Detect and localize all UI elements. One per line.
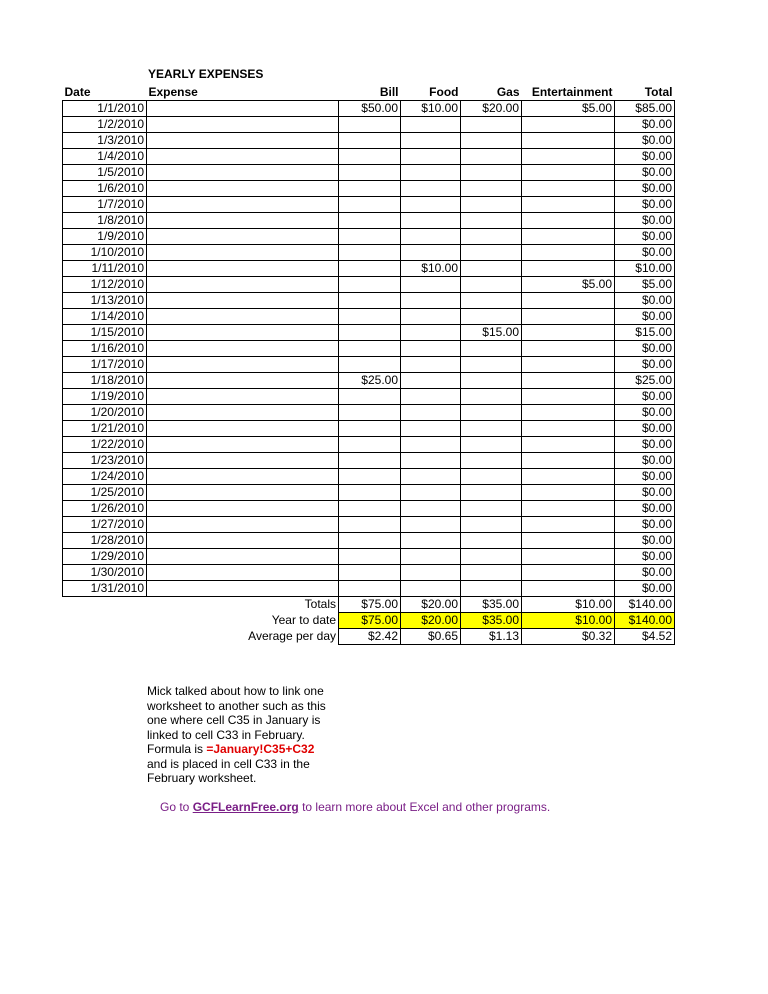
- cell-bill[interactable]: [339, 261, 401, 277]
- cell-date[interactable]: 1/10/2010: [63, 245, 147, 261]
- cell-total[interactable]: $0.00: [615, 117, 675, 133]
- cell-total[interactable]: $0.00: [615, 549, 675, 565]
- table-row: [63, 437, 675, 453]
- table-row: [63, 565, 675, 581]
- cell-entertainment[interactable]: [522, 165, 615, 181]
- header-total: Total: [615, 84, 675, 101]
- cell-food[interactable]: [401, 213, 461, 229]
- table-row: [63, 533, 675, 549]
- cell-food[interactable]: [401, 149, 461, 165]
- cell-entertainment[interactable]: [522, 565, 615, 581]
- cell-expense[interactable]: [147, 341, 339, 357]
- cell-total[interactable]: $0.00: [615, 533, 675, 549]
- footer-suffix: to learn more about Excel and other programs.: [302, 800, 551, 814]
- cell-food[interactable]: [401, 389, 461, 405]
- cell-entertainment[interactable]: $5.00: [522, 101, 615, 117]
- cell-date[interactable]: 1/18/2010: [63, 373, 147, 389]
- cell-food[interactable]: [401, 533, 461, 549]
- cell-bill[interactable]: [339, 309, 401, 325]
- cell-food[interactable]: [401, 421, 461, 437]
- cell-date[interactable]: 1/25/2010: [63, 485, 147, 501]
- cell-food[interactable]: [401, 405, 461, 421]
- cell-bill[interactable]: [339, 405, 401, 421]
- cell-total[interactable]: $0.00: [615, 133, 675, 149]
- cell-date[interactable]: 1/30/2010: [63, 565, 147, 581]
- cell-food[interactable]: [401, 117, 461, 133]
- cell-date[interactable]: 1/17/2010: [63, 357, 147, 373]
- cell-food[interactable]: [401, 325, 461, 341]
- cell-entertainment[interactable]: [522, 421, 615, 437]
- cell-bill[interactable]: [339, 117, 401, 133]
- table-row: [63, 309, 675, 325]
- summary-row: [63, 597, 675, 613]
- summary-label: Average per day: [248, 629, 336, 643]
- table-row: [63, 405, 675, 421]
- cell-expense[interactable]: [147, 565, 339, 581]
- footer-line: [160, 800, 550, 815]
- cell-gas[interactable]: [461, 437, 522, 453]
- cell-gas[interactable]: [461, 421, 522, 437]
- cell-entertainment[interactable]: $5.00: [522, 277, 615, 293]
- cell-food[interactable]: [401, 373, 461, 389]
- cell-entertainment[interactable]: [522, 453, 615, 469]
- cell-entertainment[interactable]: [522, 197, 615, 213]
- cell-entertainment[interactable]: [522, 485, 615, 501]
- cell-gas[interactable]: [461, 389, 522, 405]
- cell-entertainment[interactable]: [522, 437, 615, 453]
- note-line: February worksheet.: [147, 771, 257, 785]
- summary-cell-gas[interactable]: $35.00: [461, 613, 522, 629]
- cell-bill[interactable]: [339, 181, 401, 197]
- cell-expense[interactable]: [147, 357, 339, 373]
- table-row: [63, 341, 675, 357]
- cell-bill[interactable]: [339, 421, 401, 437]
- cell-total[interactable]: $0.00: [615, 581, 675, 597]
- cell-entertainment[interactable]: [522, 533, 615, 549]
- cell-bill[interactable]: [339, 437, 401, 453]
- cell-bill[interactable]: [339, 357, 401, 373]
- cell-expense[interactable]: [147, 517, 339, 533]
- cell-food[interactable]: $10.00: [401, 261, 461, 277]
- cell-date[interactable]: 1/20/2010: [63, 405, 147, 421]
- table-body: [63, 101, 675, 597]
- cell-bill[interactable]: [339, 533, 401, 549]
- cell-entertainment[interactable]: [522, 389, 615, 405]
- summary-row: [63, 629, 675, 645]
- cell-entertainment[interactable]: [522, 517, 615, 533]
- cell-gas[interactable]: [461, 549, 522, 565]
- note-line: Mick talked about how to link one: [147, 684, 324, 698]
- cell-gas[interactable]: [461, 581, 522, 597]
- cell-bill[interactable]: [339, 469, 401, 485]
- expenses-table: [62, 84, 675, 645]
- cell-food[interactable]: [401, 581, 461, 597]
- sheet-title: YEARLY EXPENSES: [148, 67, 264, 81]
- cell-expense[interactable]: [147, 133, 339, 149]
- note-line: one where cell C35 in January is: [147, 713, 321, 727]
- cell-expense[interactable]: [147, 453, 339, 469]
- cell-total[interactable]: $0.00: [615, 293, 675, 309]
- cell-entertainment[interactable]: [522, 149, 615, 165]
- cell-gas[interactable]: [461, 341, 522, 357]
- table-row: [63, 293, 675, 309]
- cell-date[interactable]: 1/11/2010: [63, 261, 147, 277]
- cell-date[interactable]: 1/2/2010: [63, 117, 147, 133]
- cell-expense[interactable]: [147, 469, 339, 485]
- cell-gas[interactable]: [461, 213, 522, 229]
- cell-food[interactable]: [401, 277, 461, 293]
- cell-expense[interactable]: [147, 277, 339, 293]
- cell-total[interactable]: $15.00: [615, 325, 675, 341]
- cell-bill[interactable]: $25.00: [339, 373, 401, 389]
- cell-total[interactable]: $0.00: [615, 245, 675, 261]
- cell-gas[interactable]: [461, 533, 522, 549]
- cell-entertainment[interactable]: [522, 245, 615, 261]
- cell-expense[interactable]: [147, 405, 339, 421]
- cell-food[interactable]: [401, 501, 461, 517]
- cell-bill[interactable]: [339, 565, 401, 581]
- cell-food[interactable]: [401, 293, 461, 309]
- table-row: [63, 549, 675, 565]
- cell-total[interactable]: $0.00: [615, 485, 675, 501]
- cell-expense[interactable]: [147, 325, 339, 341]
- cell-bill[interactable]: [339, 581, 401, 597]
- cell-expense[interactable]: [147, 373, 339, 389]
- summary-cell-food[interactable]: $0.65: [401, 629, 461, 645]
- cell-date[interactable]: 1/29/2010: [63, 549, 147, 565]
- cell-gas[interactable]: [461, 309, 522, 325]
- cell-date[interactable]: 1/21/2010: [63, 421, 147, 437]
- table-row: [63, 325, 675, 341]
- cell-food[interactable]: [401, 309, 461, 325]
- cell-food[interactable]: [401, 165, 461, 181]
- cell-gas[interactable]: [461, 261, 522, 277]
- table-row: [63, 469, 675, 485]
- summary-cell-food[interactable]: $20.00: [401, 597, 461, 613]
- summary-cell-gas[interactable]: $1.13: [461, 629, 522, 645]
- summary-label: Totals: [304, 597, 336, 612]
- cell-total[interactable]: $0.00: [615, 501, 675, 517]
- cell-food[interactable]: [401, 565, 461, 581]
- cell-expense[interactable]: [147, 261, 339, 277]
- cell-total[interactable]: $0.00: [615, 197, 675, 213]
- cell-food[interactable]: [401, 357, 461, 373]
- cell-total[interactable]: $0.00: [615, 405, 675, 421]
- note-line: linked to cell C33 in February.: [147, 727, 305, 742]
- cell-gas[interactable]: [461, 293, 522, 309]
- cell-gas[interactable]: [461, 373, 522, 389]
- cell-entertainment[interactable]: [522, 501, 615, 517]
- cell-expense[interactable]: [147, 421, 339, 437]
- cell-total[interactable]: $0.00: [615, 149, 675, 165]
- table-row: [63, 581, 675, 597]
- cell-gas[interactable]: [461, 405, 522, 421]
- summary-cell-bill[interactable]: $75.00: [339, 597, 401, 613]
- cell-gas[interactable]: [461, 149, 522, 165]
- cell-date[interactable]: 1/7/2010: [63, 197, 147, 213]
- cell-date[interactable]: 1/19/2010: [63, 389, 147, 405]
- cell-bill[interactable]: [339, 485, 401, 501]
- summary-cell-entertainment[interactable]: $0.32: [522, 629, 615, 645]
- cell-date[interactable]: 1/24/2010: [63, 469, 147, 485]
- cell-bill[interactable]: [339, 197, 401, 213]
- cell-expense[interactable]: [147, 117, 339, 133]
- cell-entertainment[interactable]: [522, 133, 615, 149]
- cell-bill[interactable]: $50.00: [339, 101, 401, 117]
- table-row: [63, 245, 675, 261]
- cell-entertainment[interactable]: [522, 293, 615, 309]
- cell-total[interactable]: $0.00: [615, 181, 675, 197]
- cell-gas[interactable]: $20.00: [461, 101, 522, 117]
- cell-date[interactable]: 1/6/2010: [63, 181, 147, 197]
- table-row: [63, 421, 675, 437]
- cell-expense[interactable]: [147, 437, 339, 453]
- cell-gas[interactable]: [461, 197, 522, 213]
- cell-food[interactable]: [401, 181, 461, 197]
- cell-gas[interactable]: [461, 517, 522, 533]
- cell-total[interactable]: $0.00: [615, 357, 675, 373]
- cell-bill[interactable]: [339, 453, 401, 469]
- cell-expense[interactable]: [147, 389, 339, 405]
- cell-total[interactable]: $0.00: [615, 229, 675, 245]
- cell-date[interactable]: 1/4/2010: [63, 149, 147, 165]
- cell-gas[interactable]: [461, 485, 522, 501]
- cell-entertainment[interactable]: [522, 309, 615, 325]
- cell-food[interactable]: [401, 517, 461, 533]
- cell-entertainment[interactable]: [522, 325, 615, 341]
- cell-date[interactable]: 1/5/2010: [63, 165, 147, 181]
- cell-bill[interactable]: [339, 501, 401, 517]
- table-row: [63, 117, 675, 133]
- cell-food[interactable]: [401, 437, 461, 453]
- cell-expense[interactable]: [147, 245, 339, 261]
- cell-gas[interactable]: [461, 133, 522, 149]
- header-row: [63, 84, 675, 101]
- cell-bill[interactable]: [339, 549, 401, 565]
- cell-entertainment[interactable]: [522, 229, 615, 245]
- cell-bill[interactable]: [339, 341, 401, 357]
- summary-cell-total[interactable]: $140.00: [615, 597, 675, 613]
- cell-date[interactable]: 1/31/2010: [63, 581, 147, 597]
- summary-body: [63, 597, 675, 645]
- table-row: [63, 149, 675, 165]
- summary-cell-food[interactable]: $20.00: [401, 613, 461, 629]
- table-row: [63, 133, 675, 149]
- cell-total[interactable]: $0.00: [615, 213, 675, 229]
- cell-bill[interactable]: [339, 229, 401, 245]
- cell-gas[interactable]: [461, 453, 522, 469]
- cell-date[interactable]: 1/14/2010: [63, 309, 147, 325]
- gcf-link[interactable]: GCFLearnFree.org: [192, 800, 299, 814]
- cell-date[interactable]: 1/23/2010: [63, 453, 147, 469]
- cell-total[interactable]: $0.00: [615, 421, 675, 437]
- table-row: [63, 277, 675, 293]
- table-row: [63, 517, 675, 533]
- cell-gas[interactable]: [461, 277, 522, 293]
- cell-expense[interactable]: [147, 149, 339, 165]
- cell-entertainment[interactable]: [522, 357, 615, 373]
- cell-bill[interactable]: [339, 165, 401, 181]
- cell-date[interactable]: 1/22/2010: [63, 437, 147, 453]
- summary-cell-total[interactable]: $4.52: [615, 629, 675, 645]
- cell-entertainment[interactable]: [522, 549, 615, 565]
- cell-bill[interactable]: [339, 517, 401, 533]
- cell-total[interactable]: $5.00: [615, 277, 675, 293]
- cell-expense[interactable]: [147, 213, 339, 229]
- table-row: [63, 485, 675, 501]
- table-row: [63, 501, 675, 517]
- cell-total[interactable]: $0.00: [615, 469, 675, 485]
- cell-total[interactable]: $0.00: [615, 309, 675, 325]
- cell-entertainment[interactable]: [522, 341, 615, 357]
- cell-gas[interactable]: [461, 181, 522, 197]
- cell-bill[interactable]: [339, 245, 401, 261]
- table-row: [63, 181, 675, 197]
- header-expense: Expense: [147, 84, 339, 101]
- cell-food[interactable]: $10.00: [401, 101, 461, 117]
- cell-food[interactable]: [401, 341, 461, 357]
- summary-cell-bill[interactable]: $2.42: [339, 629, 401, 645]
- cell-entertainment[interactable]: [522, 181, 615, 197]
- summary-cell-bill[interactable]: $75.00: [339, 613, 401, 629]
- cell-expense[interactable]: [147, 533, 339, 549]
- cell-entertainment[interactable]: [522, 581, 615, 597]
- note-formula-line: [147, 742, 347, 757]
- table-row: [63, 165, 675, 181]
- cell-date[interactable]: 1/28/2010: [63, 533, 147, 549]
- cell-total[interactable]: $0.00: [615, 165, 675, 181]
- cell-bill[interactable]: [339, 325, 401, 341]
- table-row: [63, 389, 675, 405]
- cell-date[interactable]: 1/27/2010: [63, 517, 147, 533]
- cell-gas[interactable]: [461, 229, 522, 245]
- cell-gas[interactable]: [461, 117, 522, 133]
- cell-total[interactable]: $10.00: [615, 261, 675, 277]
- note-line: and is placed in cell C33 in the: [147, 756, 310, 771]
- cell-food[interactable]: [401, 453, 461, 469]
- cell-expense[interactable]: [147, 501, 339, 517]
- cell-expense[interactable]: [147, 229, 339, 245]
- table-row: [63, 197, 675, 213]
- cell-expense[interactable]: [147, 293, 339, 309]
- cell-bill[interactable]: [339, 149, 401, 165]
- header-gas: Gas: [461, 84, 522, 101]
- cell-bill[interactable]: [339, 277, 401, 293]
- cell-total[interactable]: $85.00: [615, 101, 675, 117]
- cell-expense[interactable]: [147, 165, 339, 181]
- cell-entertainment[interactable]: [522, 373, 615, 389]
- header-date: Date: [63, 84, 147, 101]
- table-row: [63, 213, 675, 229]
- cell-expense[interactable]: [147, 309, 339, 325]
- table-row: [63, 373, 675, 389]
- cell-expense[interactable]: [147, 181, 339, 197]
- cell-expense[interactable]: [147, 549, 339, 565]
- table-row: [63, 101, 675, 117]
- cell-date[interactable]: 1/3/2010: [63, 133, 147, 149]
- cell-expense[interactable]: [147, 485, 339, 501]
- header-food: Food: [401, 84, 461, 101]
- table-row: [63, 261, 675, 277]
- cell-date[interactable]: 1/1/2010: [63, 101, 147, 117]
- cell-gas[interactable]: [461, 165, 522, 181]
- cell-bill[interactable]: [339, 213, 401, 229]
- cell-bill[interactable]: [339, 389, 401, 405]
- cell-gas[interactable]: [461, 565, 522, 581]
- note-formula: =January!C35+C32: [206, 742, 315, 756]
- note-line: worksheet to another such as this: [147, 698, 326, 713]
- cell-food[interactable]: [401, 549, 461, 565]
- cell-expense[interactable]: [147, 581, 339, 597]
- footer-prefix: Go to: [160, 800, 193, 814]
- cell-food[interactable]: [401, 197, 461, 213]
- cell-food[interactable]: [401, 133, 461, 149]
- cell-entertainment[interactable]: [522, 405, 615, 421]
- cell-food[interactable]: [401, 245, 461, 261]
- note-formula-prefix: Formula is: [147, 742, 207, 756]
- cell-entertainment[interactable]: [522, 261, 615, 277]
- cell-gas[interactable]: $15.00: [461, 325, 522, 341]
- cell-date[interactable]: 1/8/2010: [63, 213, 147, 229]
- cell-total[interactable]: $25.00: [615, 373, 675, 389]
- cell-total[interactable]: $0.00: [615, 437, 675, 453]
- cell-bill[interactable]: [339, 133, 401, 149]
- cell-total[interactable]: $0.00: [615, 389, 675, 405]
- table-row: [63, 229, 675, 245]
- header-entertainment: Entertainment: [522, 84, 615, 101]
- cell-gas[interactable]: [461, 501, 522, 517]
- summary-cell-gas[interactable]: $35.00: [461, 597, 522, 613]
- cell-entertainment[interactable]: [522, 213, 615, 229]
- cell-total[interactable]: $0.00: [615, 341, 675, 357]
- cell-total[interactable]: $0.00: [615, 453, 675, 469]
- summary-cell-entertainment[interactable]: $10.00: [522, 613, 615, 629]
- cell-date[interactable]: 1/9/2010: [63, 229, 147, 245]
- cell-food[interactable]: [401, 485, 461, 501]
- cell-date[interactable]: 1/12/2010: [63, 277, 147, 293]
- cell-date[interactable]: 1/13/2010: [63, 293, 147, 309]
- cell-expense[interactable]: [147, 101, 339, 117]
- cell-gas[interactable]: [461, 357, 522, 373]
- cell-total[interactable]: $0.00: [615, 565, 675, 581]
- cell-entertainment[interactable]: [522, 117, 615, 133]
- cell-gas[interactable]: [461, 469, 522, 485]
- linking-note: [147, 684, 347, 786]
- cell-expense[interactable]: [147, 197, 339, 213]
- cell-food[interactable]: [401, 229, 461, 245]
- cell-date[interactable]: 1/16/2010: [63, 341, 147, 357]
- table-row: [63, 453, 675, 469]
- summary-cell-entertainment[interactable]: $10.00: [522, 597, 615, 613]
- cell-date[interactable]: 1/15/2010: [63, 325, 147, 341]
- cell-date[interactable]: 1/26/2010: [63, 501, 147, 517]
- cell-gas[interactable]: [461, 245, 522, 261]
- cell-entertainment[interactable]: [522, 469, 615, 485]
- summary-label: Year to date: [271, 613, 336, 627]
- summary-cell-total[interactable]: $140.00: [615, 613, 675, 629]
- cell-food[interactable]: [401, 469, 461, 485]
- table-row: [63, 357, 675, 373]
- summary-row: [63, 613, 675, 629]
- cell-total[interactable]: $0.00: [615, 517, 675, 533]
- cell-bill[interactable]: [339, 293, 401, 309]
- header-bill: Bill: [339, 84, 401, 101]
